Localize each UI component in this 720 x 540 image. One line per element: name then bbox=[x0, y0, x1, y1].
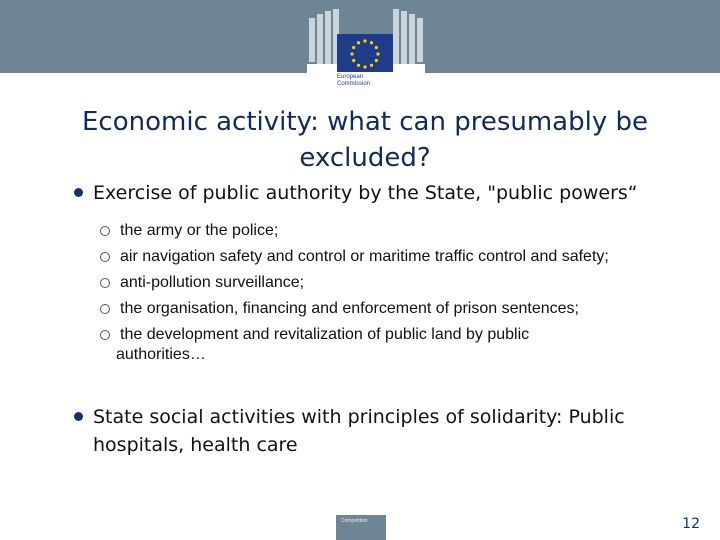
logo-line-2: Commission bbox=[337, 81, 371, 87]
sub-bullet-item bbox=[100, 325, 700, 345]
sub-bullet-text: the army or the police; bbox=[120, 222, 279, 239]
sub-bullet-item bbox=[100, 273, 700, 293]
sub-bullet-text: anti-pollution surveillance; bbox=[120, 274, 305, 291]
hollow-circle-icon bbox=[100, 330, 110, 340]
sub-bullet-item bbox=[100, 247, 700, 267]
page-number: 12 bbox=[682, 516, 700, 532]
european-commission-logo bbox=[307, 6, 425, 98]
bullet-dot-icon bbox=[74, 412, 83, 421]
sub-bullet-text: air navigation safety and control or maritime traffic control and safety; bbox=[120, 248, 609, 265]
hollow-circle-icon bbox=[100, 304, 110, 314]
sub-bullet-list bbox=[100, 221, 700, 365]
sub-bullet-continuation bbox=[100, 345, 700, 365]
competition-logo bbox=[336, 515, 386, 540]
bullet-dot-icon bbox=[74, 188, 83, 197]
logo-wordmark bbox=[337, 74, 407, 88]
sub-bullet-item bbox=[100, 221, 700, 241]
slide-title: Economic activity: what can presumably be excluded? bbox=[82, 107, 648, 173]
sub-bullet-text: authorities… bbox=[116, 346, 206, 363]
hollow-circle-icon bbox=[100, 252, 110, 262]
bullet-text: Exercise of public authority by the State, "public powers“ bbox=[93, 182, 638, 204]
bullet-social-activities bbox=[74, 403, 674, 463]
bullet-public-powers bbox=[74, 179, 694, 207]
sub-bullet-text: the organisation, financing and enforcement of prison sentences; bbox=[120, 300, 579, 317]
logo-line-1: European bbox=[337, 74, 364, 80]
competition-logo-text: Competition bbox=[341, 518, 368, 524]
sub-bullet-item bbox=[100, 299, 700, 319]
hollow-circle-icon bbox=[100, 226, 110, 236]
hollow-circle-icon bbox=[100, 278, 110, 288]
bullet-text: State social activities with principles of solidarity: Public hospitals, health care bbox=[93, 406, 625, 456]
sub-bullet-text: the development and revitalization of public land by public bbox=[120, 326, 530, 343]
